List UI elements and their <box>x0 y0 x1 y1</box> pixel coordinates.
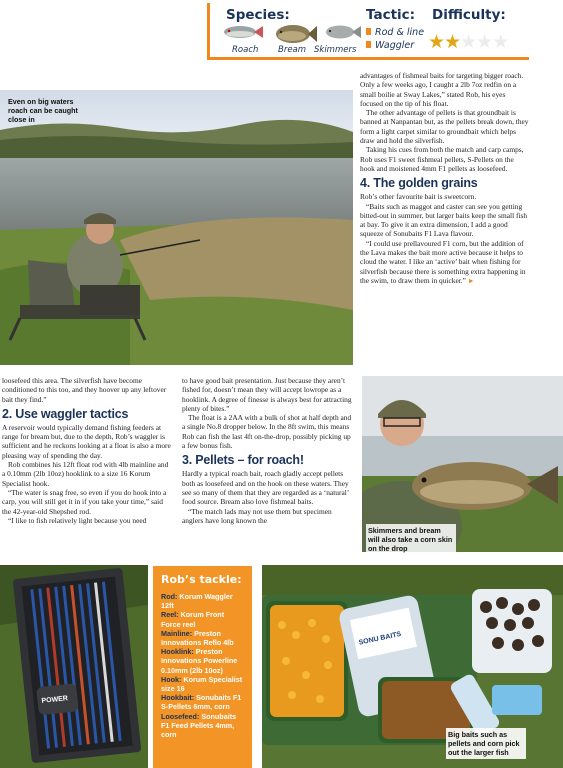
section-heading-pellets: 3. Pellets – for roach! <box>182 453 304 468</box>
tackle-key: Rod: <box>161 592 178 601</box>
paragraph: “I like to fish relatively light because you need <box>8 515 147 525</box>
section-heading-waggler-tactics: 2. Use waggler tactics <box>2 406 129 421</box>
species-label-bream: Bream <box>278 45 307 55</box>
paragraph: The other advantage of pellets is that groundbait is banned at Nanpantan but, as the pellets break down, they form a light carpet similar to groundbait which helps draw and hold the silverfish. <box>360 108 529 146</box>
tactic-waggler: Waggler <box>366 40 414 51</box>
tackle-row <box>161 675 244 693</box>
tackle-row <box>161 712 244 740</box>
tackle-key: Reel: <box>161 610 179 620</box>
tackle-panel <box>153 566 252 768</box>
baits-photo-caption: Big baits such as pellets and corn pick out the larger fish <box>446 728 526 759</box>
tackle-value: Korum Waggler 12ft <box>161 592 233 611</box>
star-icon-empty: ★ <box>460 32 477 53</box>
star-icon-empty: ★ <box>476 32 493 53</box>
tackle-value: Preston Innovations Reflo 4lb <box>161 628 234 648</box>
paragraph: A reservoir would typically demand fishing feeders at range for bream but, due to the depth, Rob’s waggler is sufficient and he reckons looking at a float is also a more pleasing way of spending the day. <box>2 422 171 460</box>
paragraph <box>360 239 530 286</box>
paragraph: Rob combines his 12ft float rod with 4lb mainline and a 0.10mm (2lb 10oz) hooklink to a size 16 Korum Specialist hook. <box>2 460 169 488</box>
bream-icon <box>272 23 318 45</box>
paragraph: “The match lads may not use them but specimen anglers have long known the <box>182 506 332 525</box>
difficulty-rating <box>428 31 508 54</box>
paragraph: loosefeed this area. The silverfish have become conditioned to this too, and they hoover up any leftover bait they find.” <box>2 376 167 404</box>
tactic-rod-line: Rod & line <box>366 27 424 38</box>
tackle-value: Korum Front Force reel <box>161 610 225 629</box>
paragraph: Rob’s other favourite bait is sweetcorn. <box>360 192 477 202</box>
paragraph: Hardly a typical roach bait, roach gladly accept pellets both as loosefeed and on the hook on these waters. They see so many of them that they are regarded as a ‘natural’ food source. Bream also love fishmeal baits. <box>182 469 349 507</box>
float-box-label: POWER <box>41 695 69 705</box>
tackle-row <box>161 592 244 610</box>
tactic-title: Tactic: <box>366 7 416 23</box>
tackle-row <box>161 629 244 647</box>
paragraph-text: “I could use prellavoured F1 corn, but the addition of the Lava makes the bait more active because it helps to cloud the water. I like an ‘active’ bait when fishing for silverfish because there is something extra happening in the swim, to draw them in quicker.” <box>360 238 526 285</box>
tackle-value: Korum Specialist size 16 <box>161 674 243 694</box>
paragraph: Taking his cues from both the match and carp camps, Rob uses F1 sweet fishmeal pellets, S-Pellets on the hook and moistened 4mm F1 pellets as loosefeed. <box>360 145 524 173</box>
species-title: Species: <box>226 7 290 23</box>
paragraph: to have good bait presentation. Just because they aren’t fished for, doesn’t mean they will accept lowrope as a hooklink. A degree of finesse is always best for attracting plenty of bites.” <box>182 376 352 413</box>
article-column-1 <box>360 71 530 286</box>
tackle-row <box>161 647 244 675</box>
tackle-key: Hooklink: <box>161 647 194 657</box>
paragraph: “The water is snag free, so even if you do hook into a carp, you will still get it in if you take your time,” said the 42-year-old Shepshed rod. <box>2 487 167 516</box>
roach-icon <box>220 23 264 41</box>
portrait-photo-caption: Skimmers and bream will also take a corn skin on the drop <box>366 524 456 555</box>
article-column-3 <box>182 376 354 525</box>
tackle-value: Sonubaits F1 Feed Pellets 4mm, corn <box>161 711 237 740</box>
species-info-box <box>207 3 529 60</box>
article-column-2 <box>2 376 172 525</box>
difficulty-title: Difficulty: <box>432 7 506 23</box>
tackle-value: Preston Innovations Powerline 0.10mm (2lb 10oz) <box>161 647 238 675</box>
paragraph: “Baits such as maggot and caster can see you getting bitted-out in summer, but larger baits keep the small fish at bay. To give it an extra dimension, I add a good squeeze of Sonubaits F1 Lava flavour. <box>360 201 528 239</box>
tackle-title: Rob’s tackle: <box>161 573 242 586</box>
tackle-value: Sonubaits F1 S-Pellets 6mm, corn <box>161 693 242 712</box>
star-icon-empty: ★ <box>492 32 509 53</box>
tackle-key: Loosefeed: <box>161 711 200 721</box>
tackle-row <box>161 693 244 711</box>
star-icon-filled: ★ <box>444 32 461 53</box>
tackle-key: Hookbait: <box>161 693 195 703</box>
tub-label: SONU BAITS <box>358 630 402 647</box>
species-label-roach: Roach <box>232 45 259 55</box>
tackle-row <box>161 610 244 628</box>
section-heading-golden-grains: 4. The golden grains <box>360 176 478 191</box>
paragraph: advantages of fishmeal baits for targeting bigger roach. Only a few weeks ago, I caught a 2lb 7oz redfin on a small boilie at Sway Lakes,” stated Rob, his eyes focused on the tip of his float. <box>360 71 524 108</box>
tackle-key: Hook: <box>161 674 182 684</box>
float-box-photo <box>0 565 148 768</box>
main-photo-caption: Even on big waters roach can be caught close in <box>8 97 78 124</box>
skimmer-icon <box>322 23 362 41</box>
star-icon-filled: ★ <box>428 32 445 53</box>
paragraph: The float is a 2AA with a bulk of shot at half depth and a single No.8 dropper below. In the 8ft swim, this means Rob can fish the last 4ft on-the-drop, possibly picking up a few bonus fish. <box>182 413 352 451</box>
species-label-skimmers: Skimmers <box>314 45 357 55</box>
continue-arrow-icon: ► <box>467 276 475 285</box>
tackle-key: Mainline: <box>161 628 193 638</box>
